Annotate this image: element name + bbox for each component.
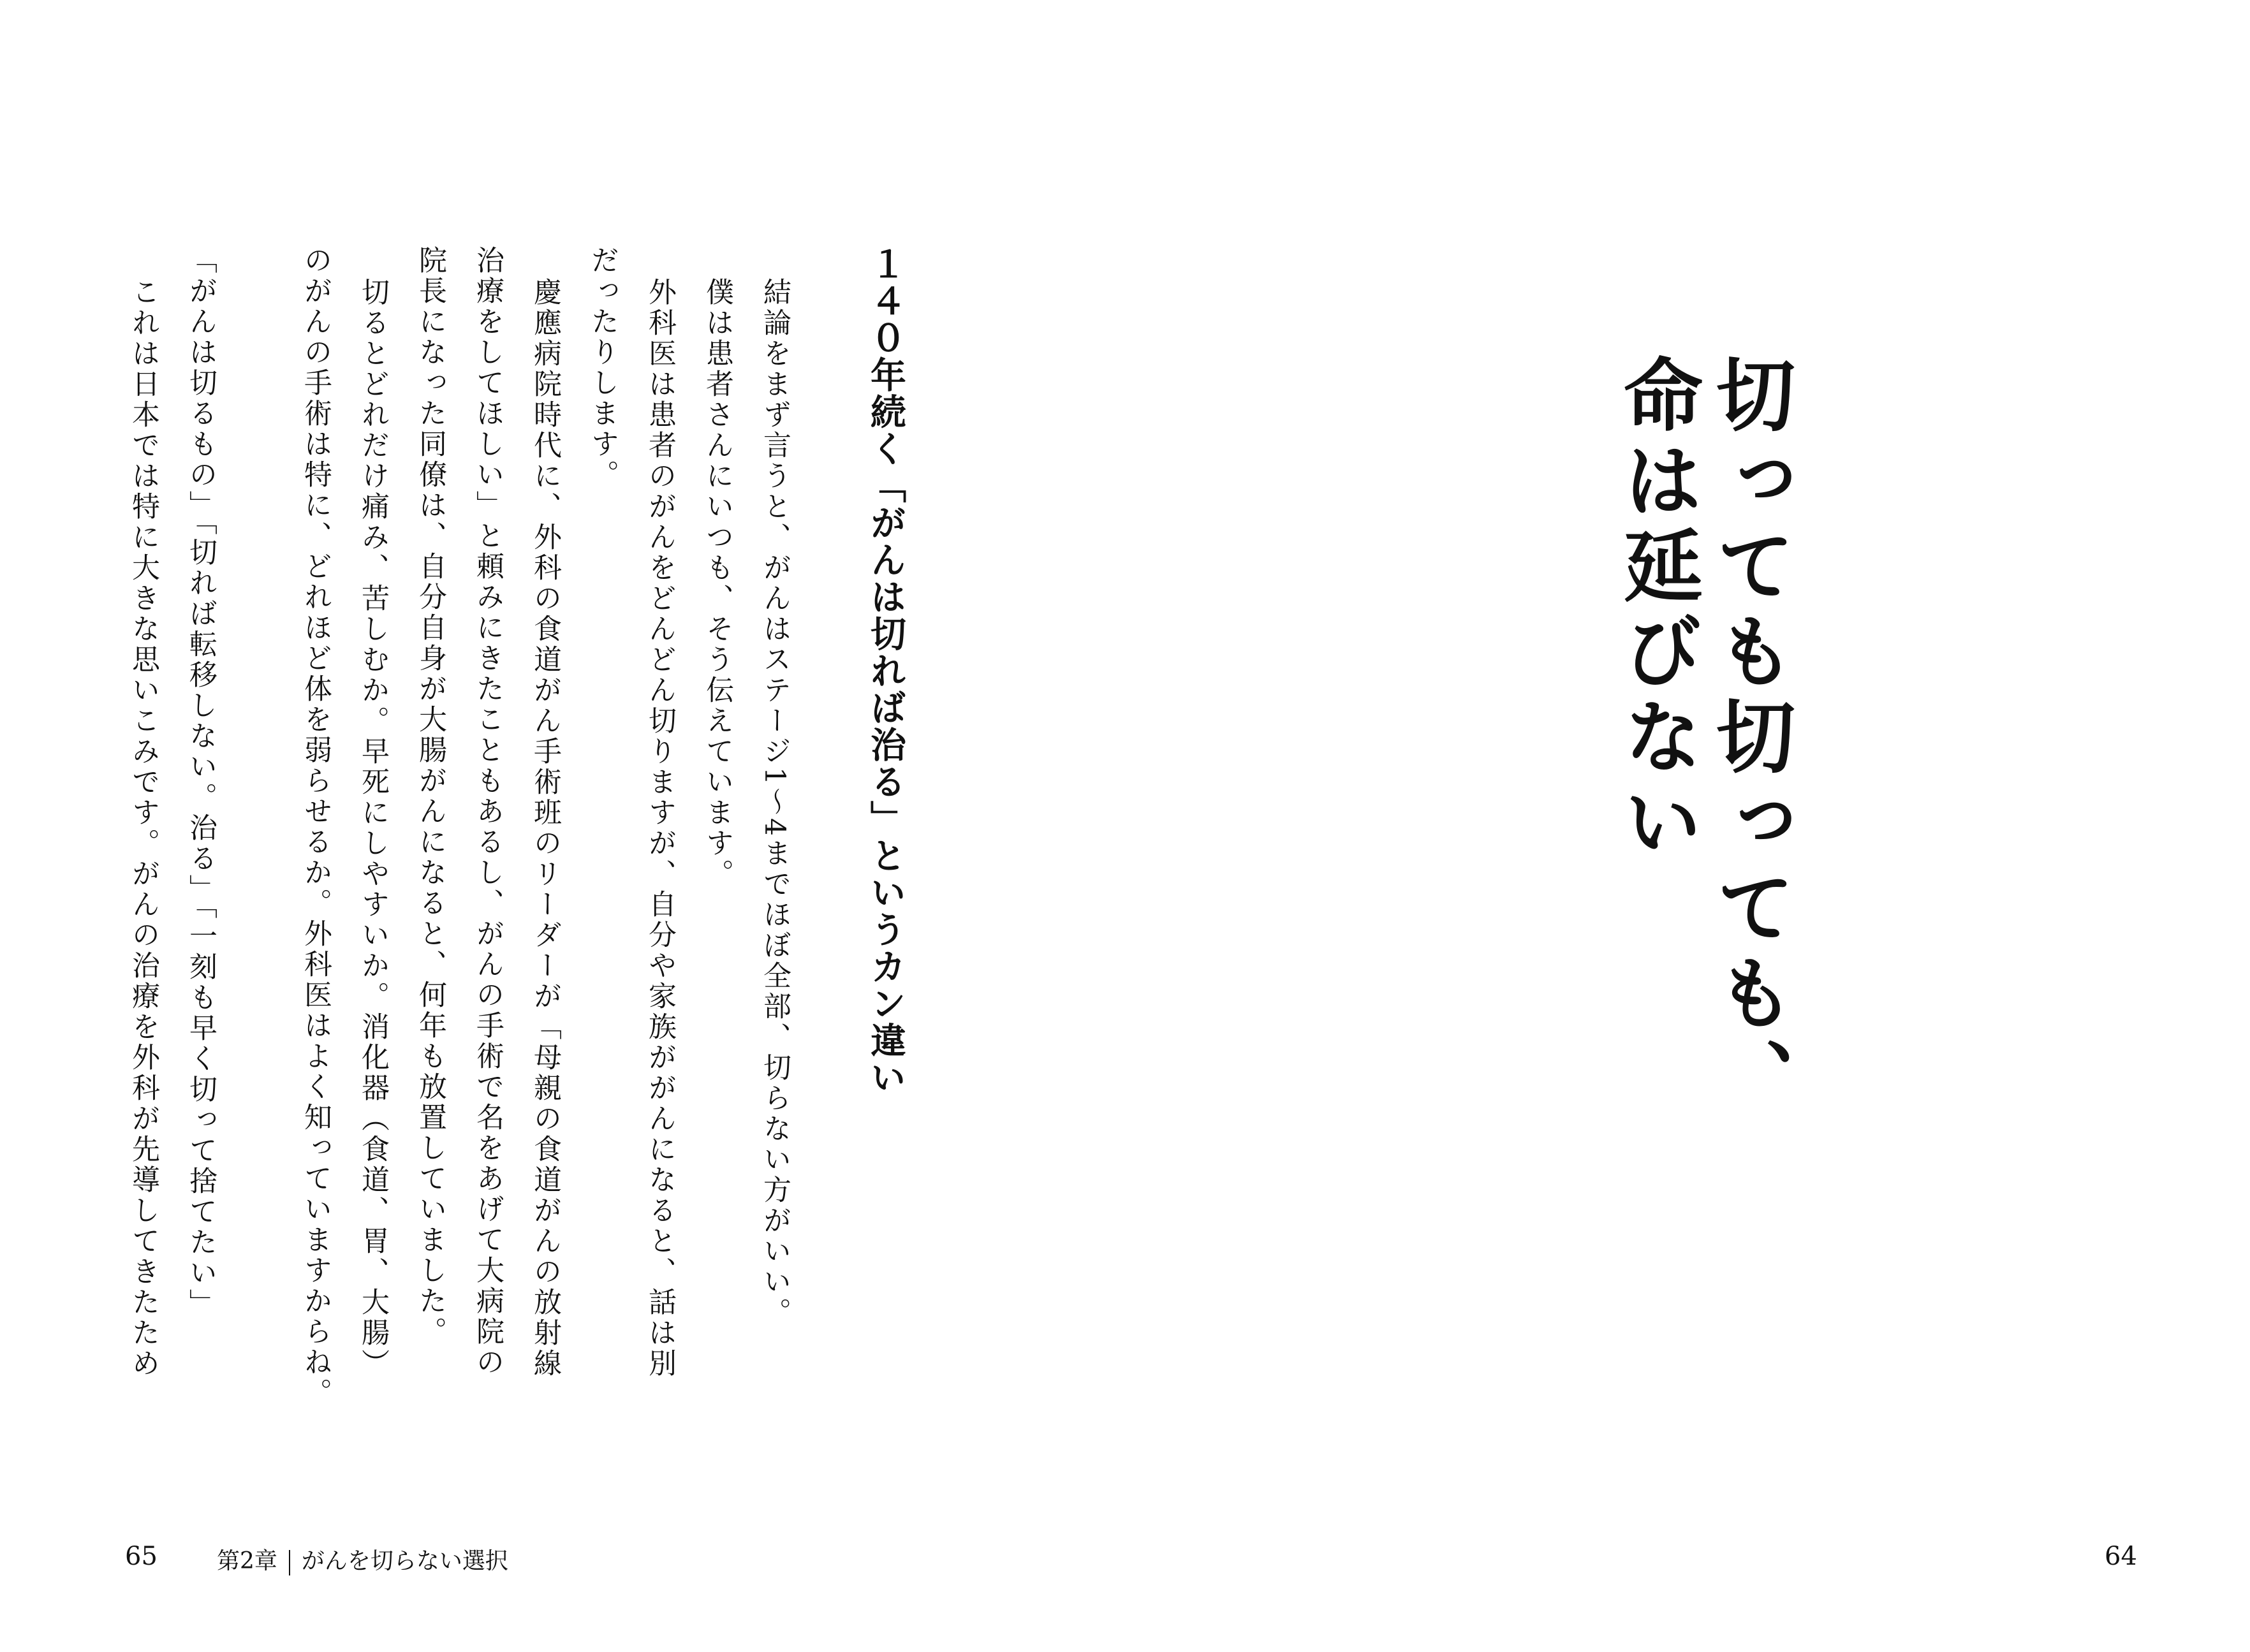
chapter-title-line-2: 命は延びない [1610,354,1702,866]
body-line: 院長になった同僚は、自分自身が大腸がんになると、何年も放置していました。 [414,245,446,1347]
running-head [217,1543,508,1575]
section-heading: １４０年続く「がんは切れば治る」というカン違い [865,245,906,1096]
running-head-chapter: 第2章 [217,1548,277,1574]
running-head-title: がんを切らない選択 [301,1548,508,1574]
body-line: これは日本では特に大きな思いこみです。がんの治療を外科が先導してきたため [127,277,159,1379]
page-number-left: 65 [125,1542,158,1571]
body-line: 外科医は患者のがんをどんどん切りますが、自分や家族ががんになると、話は別 [643,277,676,1379]
body-line: 結論をまず言うと、がんはステージ1〜4までほぼ全部、切らない方がいい。 [758,277,791,1328]
body-line: 治療をしてほしい」と頼みにきたこともあるし、がんの手術で名をあげて大病院の [471,245,504,1378]
running-head-divider [289,1550,290,1575]
chapter-title-line-1: 切っても切っても、 [1703,354,1795,1123]
body-line: 慶應病院時代に、外科の食道がん手術班のリーダーが「母親の食道がんの放射線 [529,277,561,1379]
body-line: だったりします。 [586,245,619,490]
body-line: のがんの手術は特に、どれほど体を弱らせるか。外科医はよく知っていますからね。 [299,245,332,1408]
body-line: 切るとどれだけ痛み、苦しむか。早死にしやすいか。消化器（食道、胃、大腸） [357,277,389,1379]
page-number-right: 64 [2105,1542,2137,1571]
body-line: 「がんは切るもの」「切れば転移しない。治る」「一刻も早く切って捨てたい」 [184,245,217,1319]
body-line: 僕は患者さんにいつも、そう伝えています。 [701,277,733,889]
